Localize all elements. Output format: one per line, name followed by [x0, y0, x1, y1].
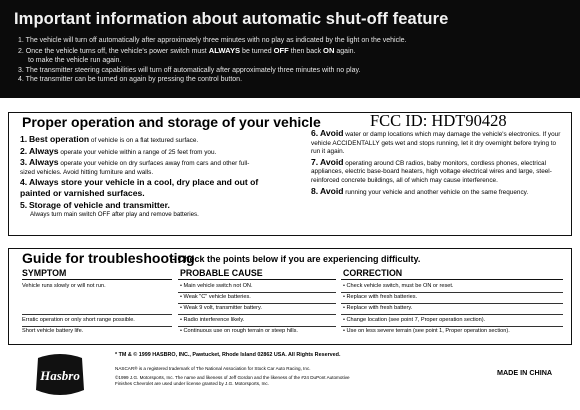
header-rule — [341, 279, 563, 280]
item-number: 2. — [20, 145, 28, 156]
troubleshooting-title: Guide for troubleshooting — [22, 250, 195, 266]
row-rule — [178, 292, 336, 293]
correction-cell: • Use on less severe terrain (see point 1, Proper operation section). — [343, 328, 510, 334]
cause-header: PROBABLE CAUSE — [180, 268, 263, 278]
item-number: 5. — [20, 199, 28, 210]
item-number: 7. — [311, 156, 319, 167]
correction-text: Check vehicle switch, must be ON or reset. — [346, 283, 454, 289]
item-text: operating around CB radios, baby monitors, cordless phones, electrical appliances, electric base-board heaters, high voltage electrical wires and large, steel-reinforced concrete buildings, all of which may cause interference. — [311, 159, 552, 184]
banner-item-number: 3. — [18, 66, 24, 74]
correction-text: Change location (see point 7, Proper operation section). — [346, 317, 486, 323]
cause-text: Weak 9 volt, transmitter battery. — [183, 305, 262, 311]
correction-cell: • Replace with fresh batteries. — [343, 294, 418, 300]
troubleshooting-subtitle: - Check the points below if you are experiencing difficulty. — [172, 254, 421, 264]
operation-item-5 — [20, 201, 310, 220]
row-rule — [178, 326, 336, 327]
operation-right-column — [311, 129, 567, 198]
legal-line: NASCAR® is a registered trademark of The National Association for Stock Car Auto Racing, Inc. — [115, 366, 311, 371]
operation-item-8 — [311, 187, 567, 198]
correction-cell: • Check vehicle switch, must be ON or reset. — [343, 283, 454, 289]
item-text: running your vehicle and another vehicle on the same frequency. — [345, 188, 529, 196]
cause-text: Weak "C" vehicle batteries. — [183, 294, 251, 300]
banner-item-text: to make the vehicle run again. — [28, 57, 122, 65]
symptom-cell: Erratic operation or only short range possible. — [22, 317, 135, 323]
correction-header: CORRECTION — [343, 268, 403, 278]
item-number: 8. — [311, 185, 319, 196]
symptom-cell: Vehicle runs slowly or will not run. — [22, 283, 106, 289]
hasbro-logo-text: Hasbro — [40, 368, 80, 383]
item-emphasis: Best operation — [28, 134, 90, 144]
banner-item-2 — [18, 46, 578, 57]
banner-item-text: The vehicle will turn off automatically after approximately three minutes with no play as indicated by the light on the vehicle. — [25, 37, 407, 44]
item-number: 3. — [20, 157, 28, 168]
cause-cell: • Weak 9 volt, transmitter battery. — [180, 305, 262, 311]
row-rule — [178, 303, 336, 304]
header-rule — [22, 279, 172, 280]
legal-line: ©1999 J.G. Motorsports, Inc. The name and likeness of Jeff Gordon and the likeness of the #24 DuPont Automotive — [115, 375, 350, 380]
banner-item-number: 2. — [18, 47, 24, 55]
banner-item-4 — [18, 75, 578, 85]
item-emphasis: Avoid — [319, 156, 344, 167]
item-text: Always turn main switch OFF after play and remove batteries. — [30, 211, 199, 219]
row-rule — [341, 292, 563, 293]
operation-item-1 — [20, 135, 310, 146]
correction-cell: • Change location (see point 7, Proper operation section). — [343, 317, 486, 323]
banner-item-1 — [18, 36, 578, 46]
banner-item-text: The transmitter can be turned on again by pressing the control button. — [25, 76, 243, 84]
cause-cell: • Weak "C" vehicle batteries. — [180, 294, 251, 300]
row-rule — [341, 326, 563, 327]
fcc-id: FCC ID: HDT90428 — [370, 111, 507, 130]
banner-item-number: 1. — [18, 37, 24, 44]
legal-line: Finishes Chevrolet are used under license granted by J.G. Motorsports, Inc. — [115, 381, 269, 386]
item-emphasis: Always — [28, 145, 59, 156]
cause-text: Continuous use on rough terrain or steep hills. — [183, 328, 298, 334]
cause-text: Radio interference likely. — [183, 317, 245, 323]
cause-text: Main vehicle switch not ON. — [183, 283, 253, 289]
banner-item-text: Once the vehicle turns off, the vehicle's power switch must — [25, 47, 207, 55]
operation-left-column — [20, 135, 310, 220]
item-number: 6. — [311, 128, 319, 138]
banner-emphasis-always: ALWAYS — [208, 45, 241, 55]
symptom-cell: Short vehicle battery life. — [22, 328, 84, 334]
shutoff-info-banner — [0, 0, 580, 98]
item-text: water or damp locations which may damage the vehicle's electronics. If your vehicle ACCIDENTALLY gets wet and stops running, let it dry overnight before trying to run it again. — [311, 131, 561, 156]
operation-item-4 — [20, 178, 270, 199]
item-number: 1. — [20, 134, 28, 144]
banner-item-text: again. — [336, 47, 356, 55]
hasbro-logo — [30, 352, 90, 398]
correction-text: Replace with fresh battery. — [346, 305, 413, 311]
banner-title: Important information about automatic shut-off feature — [14, 10, 449, 28]
banner-item-number: 4. — [18, 76, 24, 84]
operation-title: Proper operation and storage of your vehicle — [22, 114, 321, 130]
banner-item-text: The transmitter steering capabilities will turn off automatically after approximately three minutes with no play. — [25, 66, 361, 74]
item-number: 4. — [20, 177, 28, 188]
header-rule — [178, 279, 336, 280]
cause-cell: • Continuous use on rough terrain or steep hills. — [180, 328, 298, 334]
banner-emphasis-off: OFF — [273, 45, 289, 55]
correction-text: Use on less severe terrain (see point 1, Proper operation section). — [346, 328, 510, 334]
banner-item-text: be turned — [242, 47, 272, 55]
banner-item-3 — [18, 66, 578, 76]
row-rule — [341, 303, 563, 304]
row-rule — [178, 314, 336, 315]
cause-cell: • Main vehicle switch not ON. — [180, 283, 253, 289]
correction-text: Replace with fresh batteries. — [346, 294, 418, 300]
trademark-notice: * TM & © 1999 HASBRO, INC., Pawtucket, Rhode Island 02862 USA. All Rights Reserved. — [115, 352, 341, 358]
made-in-china: MADE IN CHINA — [497, 368, 553, 377]
row-rule — [22, 314, 172, 315]
item-emphasis: Always — [28, 157, 59, 168]
operation-item-2 — [20, 147, 310, 158]
operation-item-6 — [311, 129, 567, 157]
banner-list — [18, 36, 578, 85]
item-text: of vehicle is on a flat textured surface. — [90, 137, 199, 144]
correction-cell: • Replace with fresh battery. — [343, 305, 413, 311]
item-text: operate your vehicle within a range of 25 feet from you. — [60, 148, 217, 156]
row-rule — [341, 314, 563, 315]
item-text: operate your vehicle on dry surfaces away from cars and other full-sized vehicles. Avoid hitting furniture and walls. — [20, 160, 250, 176]
operation-item-7 — [311, 158, 567, 186]
item-emphasis: Always store your vehicle in a cool, dry place and out of painted or varnished surfaces. — [20, 177, 259, 198]
item-emphasis: Storage of vehicle and transmitter. — [28, 199, 170, 210]
banner-emphasis-on: ON — [323, 45, 335, 55]
symptom-header: SYMPTOM — [22, 268, 67, 278]
cause-cell: • Radio interference likely. — [180, 317, 245, 323]
item-emphasis: Avoid — [319, 128, 344, 138]
item-emphasis: Avoid — [319, 185, 344, 196]
banner-item-2-continued — [18, 56, 578, 66]
row-rule — [22, 326, 172, 327]
operation-item-3 — [20, 158, 250, 177]
banner-item-text: then back — [290, 47, 322, 55]
